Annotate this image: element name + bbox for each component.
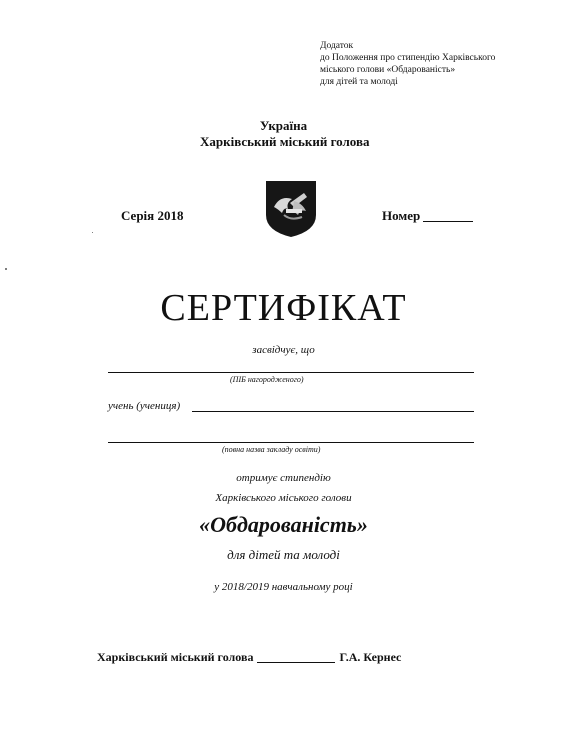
recipient-name-line	[108, 372, 474, 373]
signature-block	[97, 650, 401, 665]
country-heading: Україна	[259, 118, 308, 133]
number-label: Номер	[382, 208, 421, 223]
certificate-number-field	[382, 208, 473, 224]
program-name: «Обдарованість»	[199, 512, 368, 537]
addendum-line: для дітей та молоді	[320, 77, 398, 87]
school-name-line	[108, 442, 474, 443]
recipient-name-caption: (ПІБ нагородженого)	[230, 375, 304, 384]
scan-speck	[92, 232, 93, 233]
signature-blank-line	[257, 651, 335, 663]
academic-year: у 2018/2019 навчальному році	[214, 581, 353, 593]
series-label: Серія 2018	[121, 208, 184, 223]
stipend-of-text: Харківського міського голови	[215, 492, 352, 504]
certificate-title: СЕРТИФІКАТ	[160, 287, 407, 329]
signatory-name: Г.А. Кернес	[339, 650, 402, 664]
receives-text: отримує стипендію	[236, 472, 331, 484]
addendum-note	[320, 40, 495, 88]
signatory-position: Харківський міський голова	[97, 650, 254, 664]
addendum-line: до Положення про стипендію Харківського	[320, 53, 496, 63]
scan-speck	[5, 268, 7, 270]
pupil-name-line	[192, 411, 474, 412]
school-name-caption: (повна назва закладу освіти)	[222, 445, 321, 454]
kharkiv-coat-of-arms-icon	[264, 179, 318, 239]
addendum-line: Додаток	[320, 41, 354, 51]
addendum-line: міського голови «Обдарованість»	[320, 65, 456, 75]
authority-heading: Харківський міський голова	[200, 134, 370, 149]
certifies-text: засвідчує, що	[252, 344, 315, 356]
pupil-label: учень (учениця)	[108, 400, 181, 412]
number-blank-line	[423, 209, 473, 222]
program-target: для дітей та молоді	[227, 547, 340, 562]
